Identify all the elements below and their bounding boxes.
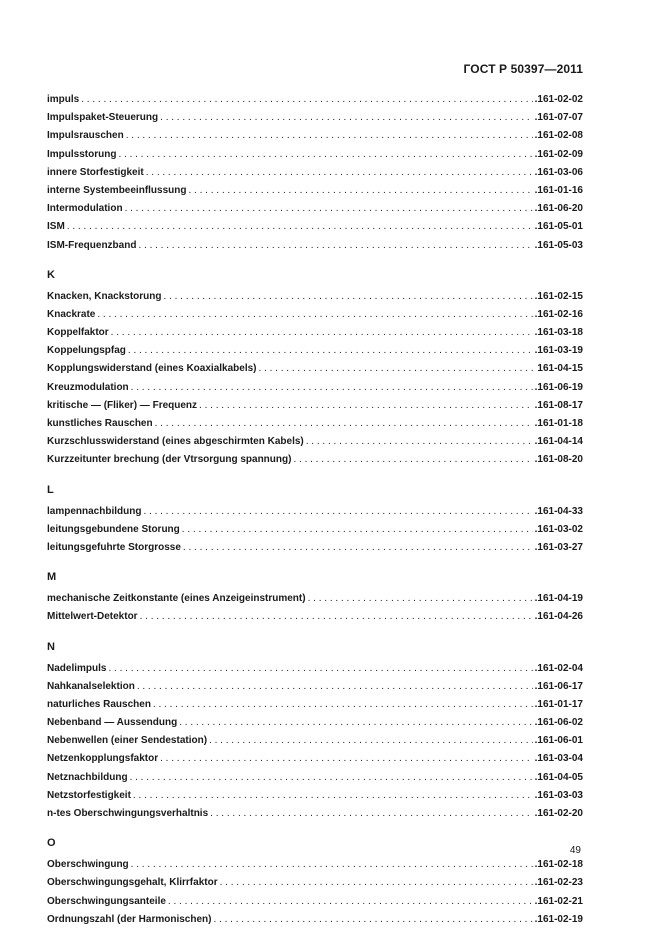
entry-term: leitungsgefuhrte Storgrosse (47, 541, 181, 553)
dot-leader (160, 109, 532, 127)
entry-term: innere Storfestigkeit (47, 166, 144, 178)
dot-leader (140, 608, 533, 626)
section-letter: M (47, 571, 57, 584)
entry-code: .161-03-02 (534, 523, 583, 535)
entry-code: .161-03-27 (534, 541, 583, 553)
index-entry (47, 856, 583, 874)
dot-leader (209, 732, 533, 750)
dot-leader (188, 182, 532, 200)
entry-term: Kurzschlusswiderstand (eines abgeschirmten Kabels) (47, 436, 304, 448)
index-entry (47, 379, 583, 397)
dot-leader (210, 805, 532, 823)
dot-leader (143, 503, 532, 521)
entry-code: .161-04-19 (534, 593, 583, 605)
index-entry (47, 503, 583, 521)
dot-leader (306, 433, 533, 451)
index-entry (47, 451, 583, 469)
entry-term: Koppelungspfag (47, 345, 126, 357)
index-entry (47, 521, 583, 539)
dot-leader (155, 415, 533, 433)
index-entry (47, 360, 583, 378)
index-section (47, 91, 583, 255)
dot-leader (137, 678, 533, 696)
entry-term: Nebenwellen (einer Sendestation) (47, 735, 208, 747)
entry-code: .161-04-14 (534, 436, 583, 448)
dot-leader (163, 288, 532, 306)
index-entry (47, 696, 583, 714)
section-letter: N (47, 640, 55, 653)
entry-code: .161-06-20 (534, 203, 583, 215)
entry-term: Nadelimpuls (47, 662, 107, 674)
entry-code: .161-03-04 (534, 753, 583, 765)
index-entry (47, 397, 583, 415)
dot-leader (259, 360, 536, 378)
entry-term: Oberschwingungsanteile (47, 895, 166, 907)
index-entry (47, 787, 583, 805)
index-entry (47, 714, 583, 732)
entry-code: .161-06-19 (534, 381, 583, 393)
entry-term: Oberschwingung (47, 859, 129, 871)
index-entry (47, 415, 583, 433)
dot-leader (293, 451, 532, 469)
dot-leader (133, 787, 533, 805)
index-entry (47, 342, 583, 360)
dot-leader (128, 342, 533, 360)
index-entry (47, 91, 583, 109)
dot-leader (108, 660, 532, 678)
entry-code: .161-03-03 (534, 789, 583, 801)
index-entry (47, 182, 583, 200)
dot-leader (146, 164, 533, 182)
index-entry (47, 590, 583, 608)
index-entry (47, 539, 583, 557)
entry-code: .161-05-03 (534, 239, 583, 251)
index-entry (47, 324, 583, 342)
index-entry (47, 874, 583, 892)
entry-code: .161-02-15 (534, 290, 583, 302)
entry-code: .161-02-18 (534, 859, 583, 871)
index-entry (47, 164, 583, 182)
entry-code: .161-06-17 (534, 680, 583, 692)
dot-leader (153, 696, 533, 714)
index-entry (47, 805, 583, 823)
entry-term: Koppelfaktor (47, 327, 109, 339)
entry-code: .161-02-04 (534, 662, 583, 674)
entry-term: Netznachbildung (47, 771, 128, 783)
index-section (47, 835, 583, 929)
dot-leader (183, 539, 533, 557)
section-letter: O (47, 837, 56, 850)
dot-leader (168, 893, 533, 911)
entry-code: .161-07-07 (534, 112, 583, 124)
index-entry (47, 306, 583, 324)
index-entry (47, 893, 583, 911)
entry-code: .161-02-19 (534, 913, 583, 925)
entry-code: .161-04-05 (534, 771, 583, 783)
entry-term: impuls (47, 94, 80, 105)
dot-leader (81, 91, 532, 109)
entry-code: .161-04-26 (534, 611, 583, 623)
index-entry (47, 200, 583, 218)
entry-term: n-tes Oberschwingungsverhaltnis (47, 808, 209, 819)
dot-leader (160, 750, 533, 768)
entry-code: 161-04-15 (537, 363, 583, 375)
entry-term: leitungsgebundene Storung (47, 523, 180, 535)
dot-leader (111, 324, 533, 342)
entry-term: Mittelwert-Detektor (47, 611, 138, 623)
entry-term: Impulspaket-Steuerung (47, 112, 159, 124)
index-entry (47, 127, 583, 145)
entry-code: .161-04-33 (534, 505, 583, 517)
entry-code: .161-08-17 (534, 399, 583, 411)
entry-term: ISM-Frequenzband (47, 239, 137, 251)
index-entry (47, 769, 583, 787)
entry-term: kritische — (Fliker) — Frequenz (47, 399, 198, 411)
index-entry (47, 660, 583, 678)
index-section (47, 267, 583, 470)
index-entry (47, 218, 583, 236)
entry-code: .161-01-18 (534, 418, 583, 429)
entry-term: Kreuzmodulation (47, 381, 129, 393)
entry-code: .161-02-20 (534, 808, 583, 819)
entry-code: .161-02-09 (534, 148, 583, 160)
index-entry (47, 288, 583, 306)
entry-term: interne Systembeeinflussung (47, 184, 187, 196)
index-entry (47, 732, 583, 750)
document-header: ГОСТ Р 50397—2011 (463, 62, 583, 76)
entry-code: .161-01-16 (534, 184, 583, 196)
entry-code: .161-08-20 (534, 454, 583, 466)
section-letter: L (47, 483, 54, 496)
entry-term: Kopplungswiderstand (eines Koaxialkabels) (47, 363, 257, 375)
index-entry (47, 237, 583, 255)
index-entry (47, 750, 583, 768)
entry-code: .161-06-01 (534, 735, 583, 747)
index-entry (47, 146, 583, 164)
index-entry (47, 433, 583, 451)
dot-leader (97, 306, 532, 324)
entry-term: Knackrate (47, 308, 96, 320)
entry-code: .161-02-16 (534, 308, 583, 320)
entry-term: Impulsrauschen (47, 130, 124, 142)
dot-leader (118, 146, 532, 164)
dot-leader (130, 769, 533, 787)
entry-term: lampennachbildung (47, 505, 142, 517)
index-section (47, 639, 583, 824)
index-content (47, 91, 583, 929)
dot-leader (67, 218, 533, 236)
page-number: 49 (569, 845, 581, 856)
entry-term: mechanische Zeitkonstante (eines Anzeigeinstrument) (47, 593, 306, 605)
dot-leader (179, 714, 532, 732)
dot-leader (308, 590, 533, 608)
entry-code: .161-06-02 (534, 717, 583, 729)
entry-term: Netzenkopplungsfaktor (47, 753, 159, 765)
dot-leader (138, 237, 532, 255)
dot-leader (199, 397, 533, 415)
entry-code: .161-02-21 (534, 895, 583, 907)
entry-term: Kurzzeitunter brechung (der Vtrsorgung spannung) (47, 454, 292, 466)
index-entry (47, 608, 583, 626)
index-section (47, 569, 583, 626)
dot-leader (220, 874, 533, 892)
entry-term: ISM (47, 221, 65, 233)
entry-code: .161-02-02 (534, 94, 583, 105)
dot-leader (126, 127, 533, 145)
entry-code: .161-01-17 (534, 698, 583, 710)
entry-term: Knacken, Knackstorung (47, 290, 162, 302)
entry-code: .161-02-08 (534, 130, 583, 142)
entry-term: Ordnungszahl (der Harmonischen) (47, 913, 212, 925)
index-entry (47, 678, 583, 696)
entry-term: kunstliches Rauschen (47, 418, 153, 429)
entry-term: Oberschwingungsgehalt, Klirrfaktor (47, 877, 218, 889)
entry-term: Netzstorfestigkeit (47, 789, 131, 801)
index-entry (47, 109, 583, 127)
entry-term: Impulsstorung (47, 148, 117, 160)
dot-leader (125, 200, 533, 218)
entry-term: Nahkanalselektion (47, 680, 135, 692)
dot-leader (213, 911, 532, 929)
entry-code: .161-03-18 (534, 327, 583, 339)
entry-code: .161-03-06 (534, 166, 583, 178)
index-entry (47, 911, 583, 929)
entry-code: .161-02-23 (534, 877, 583, 889)
dot-leader (182, 521, 533, 539)
entry-term: Nebenband — Aussendung (47, 717, 178, 729)
index-section (47, 482, 583, 558)
entry-term: Intermodulation (47, 203, 123, 215)
entry-code: .161-03-19 (534, 345, 583, 357)
dot-leader (131, 379, 533, 397)
entry-term: naturliches Rauschen (47, 698, 151, 710)
dot-leader (131, 856, 533, 874)
entry-code: .161-05-01 (534, 221, 583, 233)
section-letter: K (47, 268, 55, 281)
